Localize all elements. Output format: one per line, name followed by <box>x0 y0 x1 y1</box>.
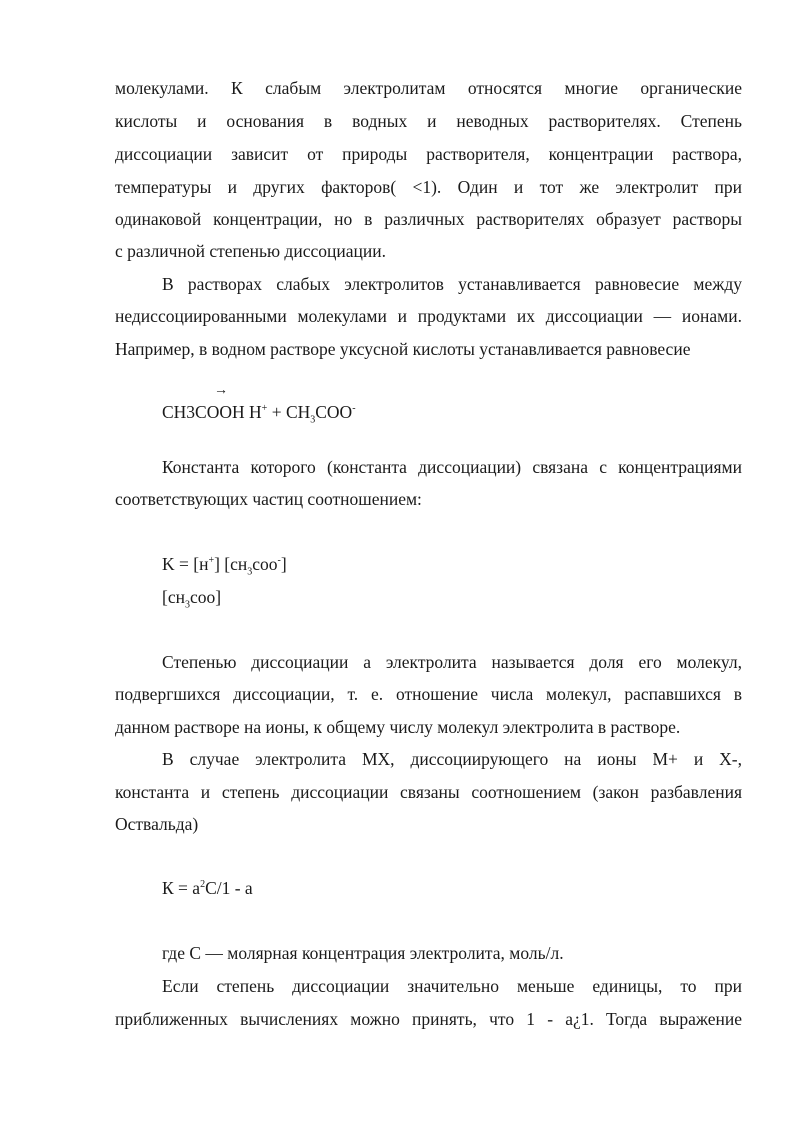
paragraph-line: приближенных вычислениях можно принять, что 1 - а¿1. Тогда выражение <box>115 1009 742 1029</box>
paragraph-line: кислоты и основания в водных и неводных растворителях. Степень <box>115 111 742 131</box>
paragraph-line: Например, в водном растворе уксусной кислоты устанавливается равновесие <box>115 339 691 359</box>
paragraph-line: где С — молярная концентрация электролита, моль/л. <box>162 943 564 963</box>
equation-rhs-acetate: $CH_3COO^-$ <box>285 402 356 426</box>
ostwald-formula: $К = а^2С/1 - а$ <box>162 878 253 898</box>
paragraph-line: константа и степень диссоциации связаны соотношением (закон разбавления <box>115 782 742 802</box>
paragraph-line: В растворах слабых электролитов устанавливается равновесие между <box>162 274 742 294</box>
paragraph-line: соответствующих частиц соотношением: <box>115 489 422 509</box>
equation-plus: + <box>271 402 282 422</box>
constant-formula-denominator: $[сн_3соо]$ <box>162 587 222 611</box>
constant-formula-numerator: K = [н+] $[сн_3соо^-]$ <box>162 554 287 578</box>
paragraph-line: недиссоциированными молекулами и продуктами их диссоциации — ионами. <box>115 306 742 326</box>
equation-rhs-hydrogen: H+ <box>249 402 268 422</box>
paragraph-line: В случае электролита МХ, диссоциирующего на ионы М+ и Х-, <box>162 749 742 769</box>
paragraph-line: с различной степенью диссоциации. <box>115 241 386 261</box>
paragraph-line: молекулами. К слабым электролитам относятся многие органические <box>115 78 742 98</box>
paragraph-line: данном растворе на ионы, к общему числу молекул электролита в растворе. <box>115 717 681 737</box>
paragraph-line: Оствальда) <box>115 814 199 834</box>
equilibrium-arrow: → <box>214 383 228 398</box>
paragraph-line: Константа которого (константа диссоциации) связана с концентрациями <box>162 457 742 477</box>
paragraph-line: температуры и других факторов( <1). Один и тот же электролит при <box>115 177 742 197</box>
equation-lhs: CH3COOH <box>162 402 245 422</box>
dissociation-equation <box>162 402 356 426</box>
paragraph-line: подвергшихся диссоциации, т. е. отношение числа молекул, распавшихся в <box>115 684 742 704</box>
paragraph-line: диссоциации зависит от природы растворителя, концентрации раствора, <box>115 144 742 164</box>
paragraph-line: Степенью диссоциации а электролита называется доля его молекул, <box>162 652 742 672</box>
paragraph-line: Если степень диссоциации значительно меньше единицы, то при <box>162 976 742 996</box>
paragraph-line: одинаковой концентрации, но в различных растворителях образует растворы <box>115 209 742 229</box>
